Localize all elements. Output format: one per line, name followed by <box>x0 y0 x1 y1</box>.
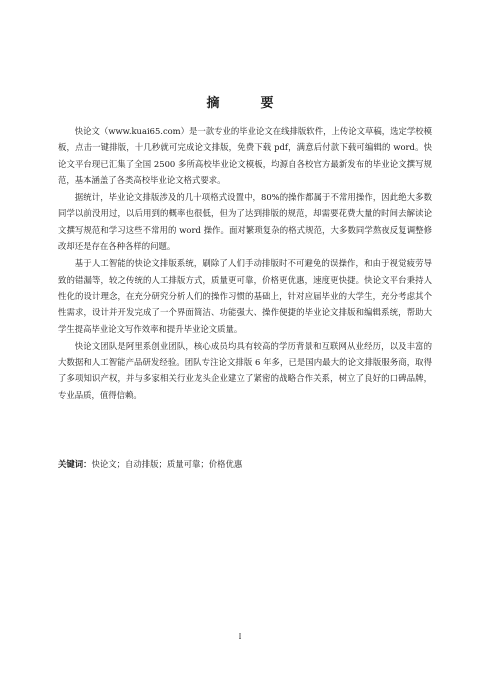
abstract-body <box>58 123 432 404</box>
abstract-paragraph-3: 基于人工智能的快论文排版系统，刷除了人们手动排版时不可避免的误操作，和由于视觉疲劳导致的错漏等，较之传统的人工排版方式，质量更可靠，价格更优惠，速度更快捷。快论文平台秉持人性化的设计理念，在充分研究分析人们的操作习惯的基础上，针对应届毕业的大学生，充分考虑其个性需求，设计并开发完成了一个界面简洁、功能强大、操作便捷的毕业论文排版和编辑系统，帮助大学生提高毕业论文写作效率和提升毕业论文质量。 <box>58 258 432 334</box>
abstract-paragraph-2: 据统计，毕业论文排版涉及的几十项格式设置中，80%的操作都属于不常用操作，因此绝大多数同学以前没用过，以后用到的概率也很低，但为了达到排版的规范，却需要花费大量的时间去解读论文撰写规范和学习这些不常用的 word 操作。面对繁琐复杂的格式规范，大多数同学熬夜反复调整修改却还是存在各种各样的问题。 <box>58 192 432 252</box>
abstract-title: 摘 要 <box>206 96 288 111</box>
keywords-line <box>58 457 432 471</box>
page-number: I <box>238 633 242 641</box>
abstract-paragraph-1: 快论文（www.kuai65.com）是一款专业的毕业论文在线排版软件，上传论文草稿，选定学校模板，点击一键排版，十几秒就可完成论文排版，免费下载 pdf，满意后付款下载可编辑的 word。快论文平台现已汇集了全国 2500 多所高校毕业论文模板，均源自各校官方最新发布的毕业论文撰写规范，基本涵盖了各类高校毕业论文格式要求。 <box>58 126 432 185</box>
abstract-paragraph-4: 快论文团队是阿里系创业团队，核心成员均具有较高的学历背景和互联网从业经历，以及丰富的大数据和人工智能产品研发经验。团队专注论文排版 6 年多，已是国内最大的论文排版服务商，取得了多项知识产权，并与多家相关行业龙头企业建立了紧密的战略合作关系，树立了良好的口碑品牌，专业品质，值得信赖。 <box>58 340 432 400</box>
keywords-text: 快论文；自动排版；质量可靠；价格优惠 <box>91 459 243 469</box>
keywords-label: 关键词： <box>58 459 92 469</box>
